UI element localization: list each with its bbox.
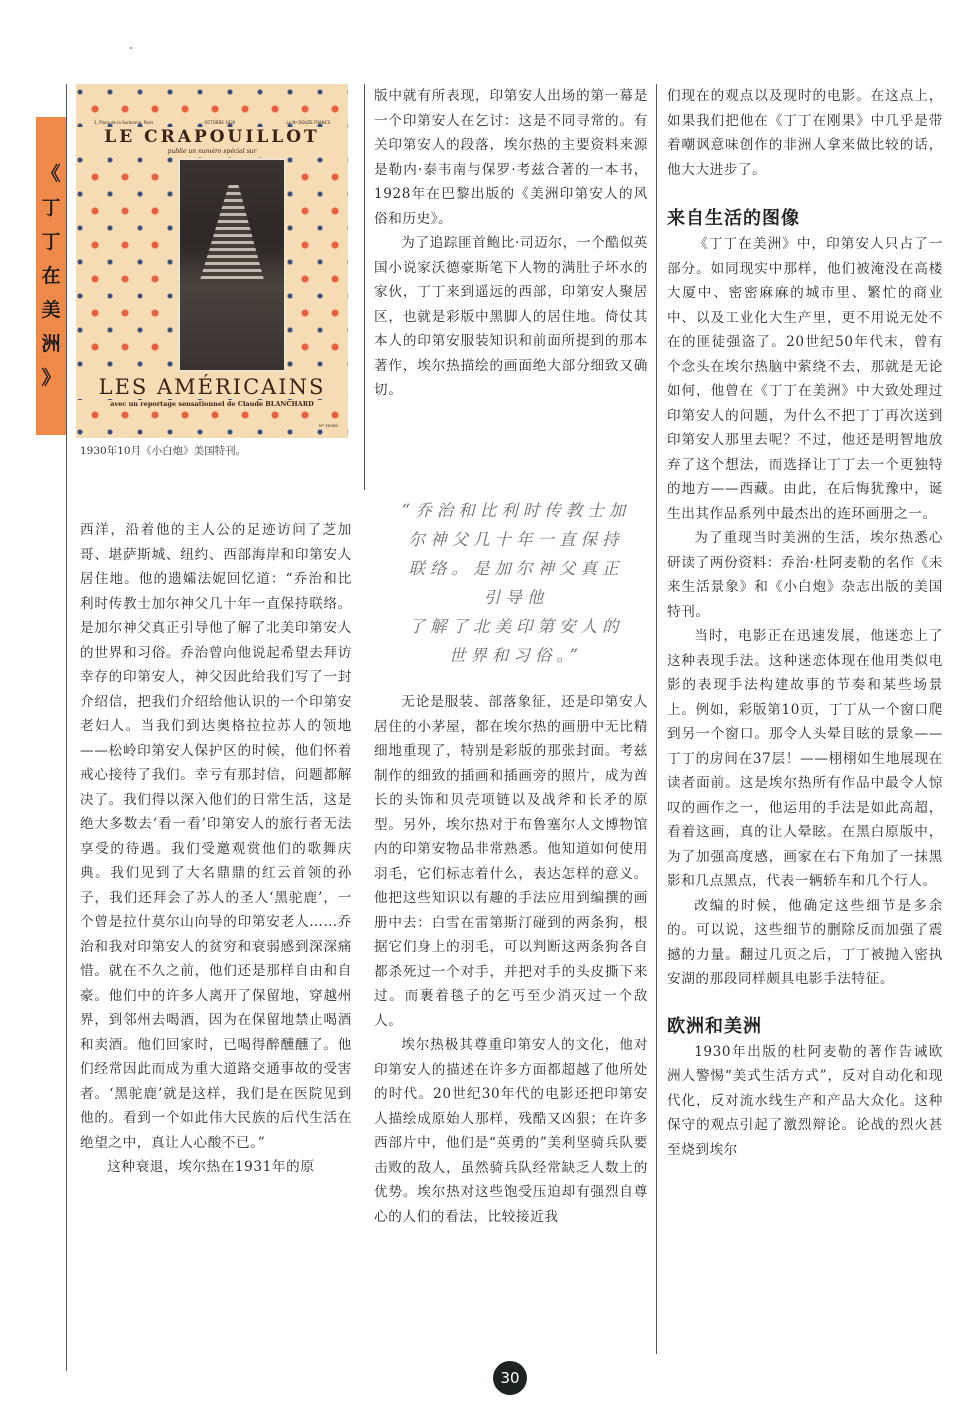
side-tab-char: 丁 (41, 231, 61, 253)
skyscraper-illustration (200, 185, 264, 285)
column-rule-mid-top (364, 84, 365, 490)
column-3 (667, 84, 943, 1162)
cover-issue-note: Nº HORS (318, 423, 338, 428)
body-paragraph: 《丁丁在美洲》中，印第安人只占了一部分。如同现实中那样，他们被淹没在高楼大厦中、密密麻麻的城市里、繁忙的商业中、以及工业化大生产里，更不用说无处不在的匪徒强盗了。20世纪50年代末，曾有个念头在埃尔热脑中萦绕不去，那就是无论如何，他曾在《丁丁在美洲》中大致处理过印第安人的问题，为什么不把丁丁再次送到印第安人那里去呢？不过，他还是明智地放弃了这个想法，而选择让丁丁去一个更独特的地方——西藏。由此，在后悔犹豫中，诞生出其作品系列中最杰出的连环画册之一。 (667, 236, 943, 522)
body-paragraph: 们现在的观点以及现时的电影。在这点上，如果我们把他在《丁丁在刚果》中几乎是带着嘲讽意味创作的非洲人拿来做比较的话，他大大进步了。 (667, 88, 943, 178)
series-title-tab (36, 117, 66, 435)
pull-quote-line: 尔神父几十年一直保持 (408, 530, 624, 549)
cover-title: LES AMÉRICAINS (76, 375, 348, 399)
section-heading: 来自生活的图像 (667, 208, 800, 229)
body-paragraph: 为了追踪匪首鲍比·司迈尔，一个酷似英国小说家沃德豪斯笔下人物的满肚子坏水的家伙，丁丁来到遥远的西部，印第安人聚居区，也就是彩版中黑脚人的居住地。倚仗其本人的印第安服装知识和前面所提到的那本著作，埃尔热描绘的画面绝大部分细致又确切。 (374, 235, 648, 398)
cover-skyscraper-photo (178, 158, 286, 372)
pull-quote-line: 引导他 (483, 588, 549, 607)
pull-quote-line: 了解了北美印第安人的 (408, 617, 624, 636)
body-paragraph: 版中就有所表现，印第安人出场的第一幕是一个印第安人在乞讨：这是不同寻常的。有关印第安人的段落，埃尔热的主要资料来源是勒内·泰韦南与保罗·考兹合著的一本书，1928年在巴黎出版的《美洲印第安人的风俗和历史》。 (374, 88, 648, 227)
cover-masthead: LE CRAPOUILLOT (76, 127, 348, 147)
body-paragraph: 为了重现当时美洲的生活，埃尔热悉心研读了两份资料：乔治·杜阿麦勒的名作《未来生活景象》和《小白炮》杂志出版的美国特刊。 (667, 530, 943, 620)
pull-quote-line: 联络。是加尔神父真正 (408, 559, 624, 578)
cover-subtitle-2: avec un reportage sensationnel de Claude BLANCHARD (76, 400, 348, 408)
body-paragraph: 埃尔热极其尊重印第安人的文化，他对印第安人的描述在许多方面都超越了他所处的时代。20世纪30年代的电影还把印第安人描绘成原始人那样，残酷又凶狠；在许多西部片中，他们是“英勇的”美利坚骑兵队要击败的敌人，虽然骑兵队经常缺乏人数上的优势。埃尔热对这些饱受压迫却有强烈自尊心的人们的看法，比较接近我 (374, 1037, 648, 1225)
section-heading: 欧洲和美洲 (667, 1015, 762, 1037)
column-2-bottom (374, 690, 648, 1229)
body-paragraph: 西洋，沿着他的主人公的足迹访问了芝加哥、堪萨斯城、纽约、西部海岸和印第安人居住地。他的遗孀法妮回忆道：“乔治和比利时传教士加尔神父几十年一直保持联络。是加尔神父真正引导他了解了北美印第安人的世界和习俗。乔治曾向他说起希望去拜访幸存的印第安人，神父因此给我们写了一封介绍信，把我们介绍给他认识的一个印第安老妇人。当我们到达奥格拉拉苏人的领地——松岭印第安人保护区的时候，他们怀着戒心接待了我们。幸亏有那封信，问题都解决了。我们得以深入他们的日常生活，这是绝大多数去‘看一看’印第安人的旅行者无法享受的待遇。我们受邀观赏他们的歌舞庆典。我们见到了大名鼎鼎的红云首领的孙子，我们还拜会了苏人的圣人‘黑驼鹿’，一个曾是拉什莫尔山向导的印第安老人……乔治和我对印第安人的贫穷和衰弱感到深深痛惜。就在不久之前，他们还是那样自由和自豪。他们中的许多人离开了保留地，穿越州界，到邻州去喝酒，因为在保留地禁止喝酒和卖酒。他们回家时，已喝得醉醺醺了。他们经常因此而成为重大道路交通事故的受害者。‘黑驼鹿’就是这样，我们是在医院见到他的。看到一个如此伟大民族的后代生活在绝望之中，真让人心酸不已。” (80, 522, 352, 1151)
cover-subtitle: publie un numéro spécial sur (167, 148, 257, 155)
body-paragraph: 1930年出版的杜阿麦勒的著作告诫欧洲人警惕“美式生活方式”，反对自动化和现代化，反对流水线生产和产品大众化。这种保守的观点引起了激烈辩论。论战的烈火甚至烧到埃尔 (667, 1043, 943, 1158)
side-tab-char: 》 (41, 367, 61, 389)
body-paragraph: 改编的时候，他确定这些细节是多余的。可以说，这些细节的删除反而加强了震撼的力量。翻过几页之后，丁丁被抛入密执安湖的那段同样颇具电影手法特征。 (667, 897, 943, 987)
column-1 (80, 518, 352, 1180)
pull-quote-line: “乔治和比利时传教士加 (401, 501, 631, 520)
cover-address: 1, Place de la Sorbonne, Paris (94, 120, 154, 125)
side-tab-char: 美 (41, 299, 61, 321)
side-tab-char: 丁 (41, 197, 61, 219)
cover-topline (94, 120, 330, 125)
print-speck (130, 47, 132, 49)
body-paragraph: 这种衰退，埃尔热在1931年的原 (107, 1159, 315, 1175)
column-rule-right (656, 84, 657, 1354)
column-2-top (374, 84, 648, 403)
pull-quote (376, 496, 656, 670)
cover-date: OCTOBRE 1930 (204, 120, 236, 125)
column-rule-left (66, 84, 67, 1371)
cover-price-top: Le Nº DOUZE FRANCS (286, 120, 330, 125)
page-number: 30 (493, 1361, 527, 1395)
side-tab-char: 在 (41, 265, 61, 287)
body-paragraph: 当时，电影正在迅速发展，他迷恋上了这种表现手法。这种迷恋体现在他用类似电影的表现手法构建故事的节奏和某些场景上。例如，彩版第10页，丁丁从一个窗口爬到另一个窗口。那令人头晕目眩的景象——丁丁的房间在37层！——栩栩如生地展现在读者面前。这是埃尔热所有作品中最令人惊叹的画作之一，他运用的手法是如此高超，看着这画，真的让人晕眩。在黑白原版中，为了加强高度感，画家在右下角加了一抹黑影和几点黑点，代表一辆轿车和几个行人。 (667, 628, 943, 889)
side-tab-char: 《 (41, 163, 61, 185)
side-tab-char: 洲 (41, 333, 61, 355)
figure-caption: 1930年10月《小白炮》美国特刊。 (80, 445, 247, 457)
magazine-cover-image (76, 84, 348, 438)
body-paragraph: 无论是服装、部落象征，还是印第安人居住的小茅屋，都在埃尔热的画册中无比精细地重现了，特别是彩版的那张封面。考兹制作的细致的插画和插画旁的照片，成为酋长的头饰和贝壳项链以及战斧和长矛的原型。另外，埃尔热对于布鲁塞尔人文博物馆内的印第安物品非常熟悉。他知道如何使用羽毛，它们标志着什么，表达怎样的意义。他把这些知识以有趣的手法应用到编撰的画册中去：白雪在雷第斯汀碰到的两条狗，根据它们身上的羽毛，可以判断这两条狗各自都杀死过一个对手，并把对手的头皮撕下来过。而裹着毯子的乞丐至少消灭过一个敌人。 (374, 694, 648, 1029)
pull-quote-line: 世界和习俗。” (448, 646, 584, 665)
